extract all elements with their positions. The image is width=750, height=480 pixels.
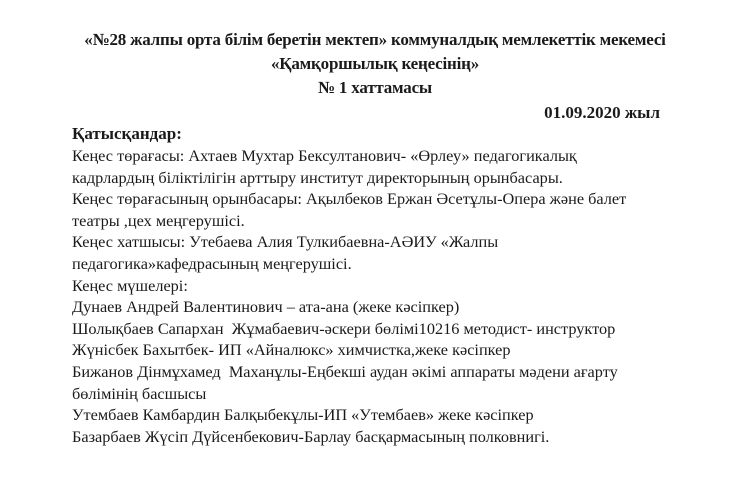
member-line: Дунаев Андрей Валентинович – ата-ана (жеке кәсіпкер) — [72, 297, 460, 317]
member-line: Базарбаев Жүсіп Дүйсенбекович-Барлау басқармасының полковнигі. — [72, 426, 550, 446]
member-line: Шолықбаев Сапархан Жұмабаевич-әскери бөлімі10216 методист- инструктор — [72, 318, 616, 338]
participants-title: Қатысқандар: — [72, 124, 182, 143]
header-institution: «№28 жалпы орта білім беретін мектеп» коммуналдық мемлекеттік мекемесі — [84, 30, 666, 49]
header-protocol-number: № 1 хаттамасы — [317, 78, 432, 97]
header-council: «Қамқоршылық кеңесінің» — [270, 54, 480, 73]
document-date: 01.09.2020 жыл — [544, 103, 660, 122]
member-line-continuation: бөлімінің басшысы — [72, 383, 207, 403]
secretary-line-1: Кеңес хатшысы: Утебаева Алия Тулкибаевна-АӘИУ «Жалпы — [72, 232, 499, 252]
deputy-chairman-line-2: театры ,цех меңгерушісі. — [72, 210, 245, 230]
member-line: Бижанов Дінмұхамед Маханұлы-Еңбекші аудан әкімі аппараты мәдени ағарту — [72, 361, 618, 381]
participants-list — [72, 145, 732, 447]
members-heading: Кеңес мүшелері: — [72, 275, 188, 295]
chairman-line-2: кадрлардың біліктілігін арттыру институт директорының орынбасары. — [72, 167, 563, 187]
member-line: Утембаев Камбардин Балқыбекұлы-ИП «Утембаев» жеке кәсіпкер — [72, 405, 534, 425]
deputy-chairman-line-1: Кеңес төрағасының орынбасары: Ақылбеков Ержан Әсетұлы-Опера және балет — [72, 189, 627, 209]
secretary-line-2: педагогика»кафедрасының меңгерушісі. — [72, 253, 352, 273]
member-line: Жүнісбек Бахытбек- ИП «Айналюкс» химчистка,жеке кәсіпкер — [72, 340, 511, 360]
chairman-line-1: Кеңес төрағасы: Ахтаев Мухтар Бексултанович- «Өрлеу» педагогикалық — [72, 146, 577, 165]
